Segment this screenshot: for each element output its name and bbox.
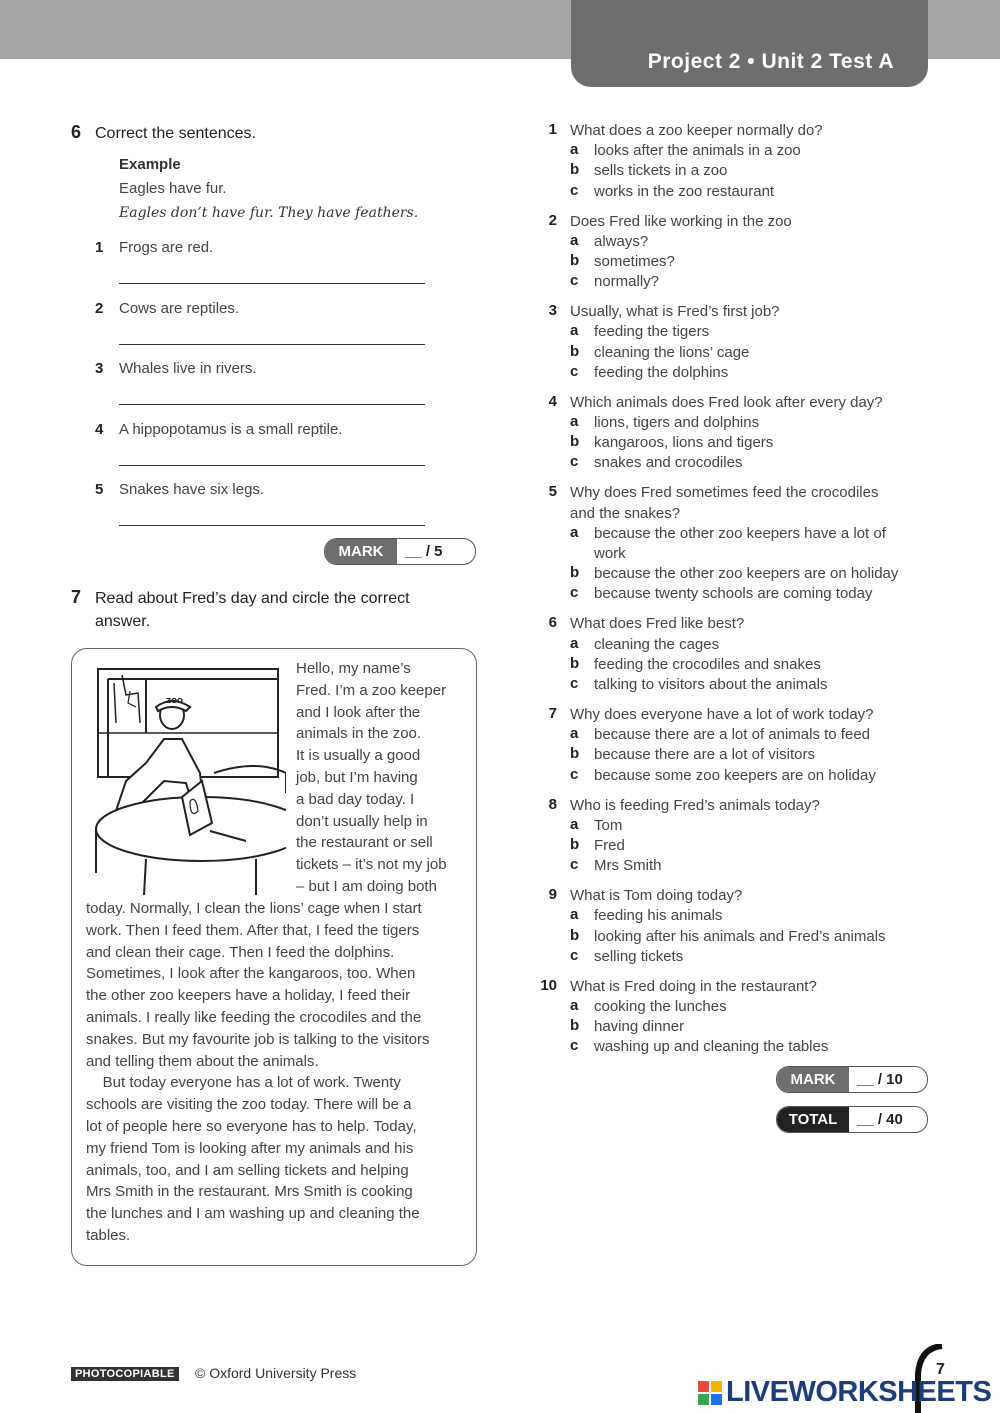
answer-option[interactable] [570, 816, 930, 836]
item-number: 1 [95, 239, 104, 256]
question-number: 4 [548, 392, 557, 410]
option-text: cooking the lunches [594, 998, 727, 1015]
story-line: and I look after the [296, 703, 421, 721]
option-letter: c [570, 856, 579, 874]
option-letter: a [570, 413, 579, 430]
liveworksheets-watermark: LIVEWORKSHEETS [726, 1376, 992, 1408]
option-text: feeding the crocodiles and snakes [594, 655, 821, 673]
question-text: Which animals does Fred look after every day? [570, 393, 883, 411]
answer-line[interactable] [119, 465, 425, 466]
option-text: kangaroos, lions and tigers [594, 434, 774, 452]
option-text: normally? [594, 273, 660, 291]
story-line: But today everyone has a lot of work. Twenty [86, 1074, 401, 1092]
question-number: 1 [548, 121, 557, 138]
story-line: the restaurant or sell [296, 834, 433, 852]
story-line: and clean their cage. Then I feed the dolphins. [86, 943, 395, 961]
story-line: don’t usually help in [296, 812, 428, 830]
option-text: because the other zoo keepers are on holiday [594, 565, 899, 583]
question-number: 9 [548, 886, 557, 904]
option-letter: b [570, 564, 580, 582]
option-text: because some zoo keepers are on holiday [594, 766, 876, 784]
option-text: snakes and crocodiles [594, 454, 743, 472]
story-line: schools are visiting the zoo today. There will be a [86, 1096, 412, 1114]
story-line: animals, too, and I am selling tickets and helping [86, 1161, 409, 1179]
total-label: TOTAL [777, 1107, 849, 1132]
question-text: and the snakes? [570, 504, 681, 522]
question-number: 10 [540, 976, 557, 994]
story-line: animals in the zoo. [296, 725, 422, 743]
option-letter: a [570, 815, 579, 833]
option-letter: a [570, 906, 579, 924]
option-text: Mrs Smith [594, 857, 662, 875]
item-sentence: Snakes have six legs. [119, 481, 265, 498]
story-line: my friend Tom is looking after my animals and his [86, 1139, 414, 1157]
option-letter: c [570, 765, 579, 783]
total-value: __ / 40 [857, 1111, 903, 1128]
mark-label: MARK [777, 1067, 849, 1092]
option-letter: a [570, 322, 579, 340]
option-letter: c [570, 675, 579, 692]
item-number: 5 [95, 481, 104, 498]
question-number: 5 [548, 483, 557, 501]
story-line: today. Normally, I clean the lions’ cage when I start [86, 900, 422, 917]
option-text: work [594, 545, 626, 562]
option-text: Tom [594, 816, 623, 834]
title-tab [571, 0, 928, 87]
option-text: looking after his animals and Fred’s animals [594, 927, 886, 945]
option-text: sometimes? [594, 253, 675, 270]
option-letter: a [570, 634, 579, 652]
option-letter: b [570, 252, 580, 269]
mark-label: MARK [325, 539, 397, 564]
option-text: feeding the tigers [594, 323, 710, 341]
story-line: job, but I’m having [296, 769, 418, 786]
option-letter: b [570, 433, 580, 451]
option-text: sells tickets in a zoo [594, 162, 728, 180]
option-letter: a [570, 231, 579, 249]
option-letter: b [570, 926, 580, 944]
option-letter: c [570, 453, 579, 471]
option-letter: c [570, 946, 579, 964]
mark-box-6 [324, 538, 476, 565]
question-number: 7 [548, 705, 557, 722]
option-letter: b [570, 342, 580, 360]
option-text: washing up and cleaning the tables [594, 1038, 829, 1056]
option-text: having dinner [594, 1018, 685, 1036]
item-sentence: A hippopotamus is a small reptile. [119, 420, 343, 438]
page-number: 7 [936, 1361, 945, 1378]
option-text: lions, tigers and dolphins [594, 414, 760, 431]
story-line: a bad day today. I [296, 790, 415, 808]
option-letter: a [570, 141, 579, 159]
question-text: What is Fred doing in the restaurant? [570, 977, 817, 995]
option-text: talking to visitors about the animals [594, 676, 828, 693]
story-line: Mrs Smith in the restaurant. Mrs Smith is cooking [86, 1183, 413, 1201]
question-number: 8 [548, 795, 557, 813]
question-text: What does a zoo keeper normally do? [570, 122, 823, 139]
story-line: Hello, my name’s [296, 660, 411, 677]
option-text: because the other zoo keepers have a lot of [594, 524, 886, 542]
liveworksheets-logo-icon [698, 1381, 722, 1405]
story-line: It is usually a good [296, 747, 421, 765]
zookeeper-illustration [86, 663, 286, 895]
item-sentence: Frogs are red. [119, 239, 214, 256]
section-6-instruction: Correct the sentences. [95, 125, 256, 142]
story-line: tables. [86, 1227, 131, 1244]
example-label: Example [119, 156, 181, 173]
option-letter: b [570, 654, 580, 672]
story-line: Fred. I’m a zoo keeper [296, 681, 447, 699]
question-number: 3 [548, 302, 557, 320]
example-answer: Eagles don’t have fur. They have feathers. [119, 205, 419, 221]
story-line: animals. I really like feeding the crocodiles and the [86, 1009, 422, 1026]
option-text: cleaning the lions’ cage [594, 343, 750, 361]
story-line: lot of people here so everyone has to help. Today, [86, 1118, 417, 1135]
option-text: works in the zoo restaurant [594, 182, 775, 200]
option-letter: a [570, 997, 579, 1014]
option-text: looks after the animals in a zoo [594, 142, 801, 160]
item-number: 2 [95, 299, 104, 317]
item-sentence: Whales live in rivers. [119, 360, 257, 377]
section-7-instruction-line1: Read about Fred’s day and circle the correct [95, 590, 410, 607]
story-line: the lunches and I am washing up and cleaning the [86, 1205, 420, 1223]
giraffe-shape [114, 675, 140, 723]
mark-value: __ / 10 [857, 1071, 903, 1088]
story-line: the other zoo keepers have a holiday, I feed their [86, 987, 411, 1005]
option-letter: b [570, 1017, 580, 1035]
question-number: 6 [548, 614, 557, 632]
item-number: 4 [95, 420, 104, 438]
story-line: Sometimes, I look after the kangaroos, too. When [86, 965, 416, 983]
story-line: snakes. But my favourite job is talking to the visitors [86, 1030, 430, 1048]
option-text: feeding his animals [594, 907, 723, 925]
mark-box-7 [776, 1066, 928, 1093]
question-text: Who is feeding Fred’s animals today? [570, 796, 820, 814]
story-line: and telling them about the animals. [86, 1052, 319, 1070]
option-letter: b [570, 745, 580, 763]
answer-line[interactable] [119, 404, 425, 405]
question-text: What is Tom doing today? [570, 887, 743, 905]
copyright-text: © Oxford University Press [195, 1365, 357, 1381]
option-letter: b [570, 836, 580, 853]
option-letter: c [570, 362, 579, 380]
mark-value: __ / 5 [405, 543, 443, 560]
zoo-cap-sign: ZOO [166, 697, 183, 705]
option-letter: a [570, 725, 579, 743]
option-text: always? [594, 232, 649, 250]
option-text: feeding the dolphins [594, 363, 729, 381]
answer-line[interactable] [119, 344, 425, 345]
story-line: tickets – it’s not my job [296, 856, 447, 874]
option-letter: b [570, 161, 580, 179]
story-line: work. Then I feed them. After that, I feed the tigers [86, 921, 420, 939]
question-text: Usually, what is Fred’s first job? [570, 303, 780, 321]
option-text: cleaning the cages [594, 635, 720, 653]
question-text: What does Fred like best? [570, 615, 745, 633]
option-letter: c [570, 272, 579, 290]
answer-line[interactable] [119, 283, 425, 284]
option-letter: c [570, 584, 579, 602]
option-text: because twenty schools are coming today [594, 585, 873, 603]
question-text: Why does everyone have a lot of work today? [570, 706, 874, 723]
example-sentence: Eagles have fur. [119, 180, 227, 197]
option-text: because there are a lot of visitors [594, 746, 815, 764]
item-sentence: Cows are reptiles. [119, 299, 240, 317]
option-letter: c [570, 181, 579, 199]
section-6-number: 6 [71, 122, 82, 142]
option-letter: a [570, 523, 579, 541]
total-box [776, 1106, 928, 1133]
answer-line[interactable] [119, 525, 425, 526]
option-text: Fred [594, 837, 625, 854]
story-line: – but I am doing both [296, 878, 437, 895]
question-text: Why does Fred sometimes feed the crocodiles [570, 484, 879, 502]
option-text: selling tickets [594, 947, 684, 965]
question-number: 2 [548, 211, 557, 229]
photocopiable-badge: PHOTOCOPIABLE [71, 1367, 179, 1381]
option-text: because there are a lot of animals to feed [594, 726, 871, 744]
section-7-number: 7 [71, 587, 82, 607]
option-letter: c [570, 1037, 579, 1055]
question-text: Does Fred like working in the zoo [570, 212, 792, 230]
page-title: Project 2 • Unit 2 Test A [647, 50, 894, 73]
section-7-instruction-line2: answer. [95, 613, 151, 630]
item-number: 3 [95, 360, 104, 377]
